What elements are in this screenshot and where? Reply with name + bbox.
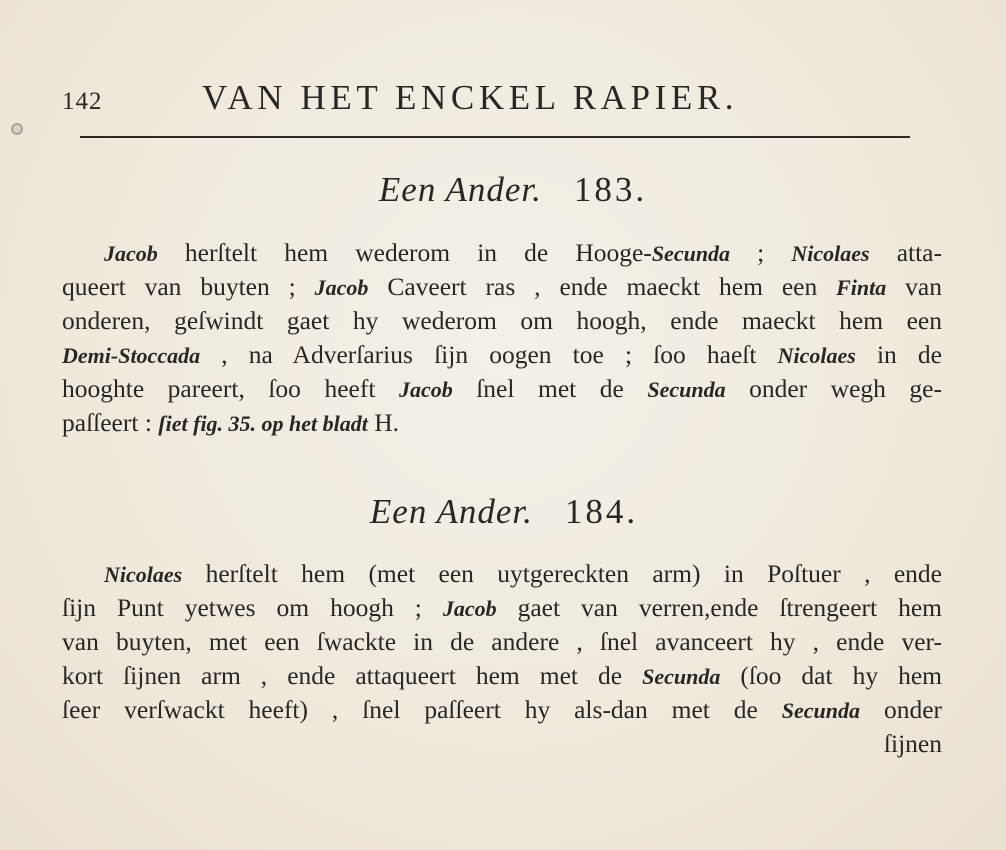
section-title-183 — [0, 170, 1006, 210]
binding-hole-mark — [11, 123, 23, 135]
catchword: ſijnen — [883, 729, 942, 758]
section-number: 184. — [564, 492, 639, 531]
text-line: Demi-Stoccada , na Adverſarius ſijn oogen toe ; ſoo haeſt Nicolaes in de — [62, 340, 942, 369]
section-title-text: Een Ander. — [378, 170, 542, 209]
text-line: ſeer verſwackt heeft) , ſnel paſſeert hy als-dan met de Secunda onder — [62, 695, 942, 724]
header-rule — [80, 136, 910, 138]
text-line: kort ſijnen arm , ende attaqueert hem met de Secunda (ſoo dat hy hem — [62, 661, 942, 690]
text-line: hooghte pareert, ſoo heeft Jacob ſnel met de Secunda onder wegh ge- — [62, 374, 942, 403]
text-line: queert van buyten ; Jacob Caveert ras , ende maeckt hem een Finta van — [62, 272, 942, 301]
text-line: Jacob herſtelt hem wederom in de Hooge-Secunda ; Nicolaes atta- — [104, 238, 942, 267]
section-title-text: Een Ander. — [369, 492, 533, 531]
text-line: ſijn Punt yetwes om hoogh ; Jacob gaet van verren,ende ſtrengeert hem — [62, 593, 943, 622]
text-line: onderen, geſwindt gaet hy wederom om hoogh, ende maeckt hem een — [62, 306, 942, 335]
text-line: van buyten, met een ſwackte in de andere , ſnel avanceert hy , ende ver- — [62, 627, 942, 656]
text-line: paſſeert : ſiet fig. 35. op het bladt H. — [62, 408, 400, 437]
paragraph-184 — [62, 557, 942, 761]
page-number: 142 — [62, 88, 103, 115]
running-head: VAN HET ENCKEL RAPIER. — [202, 78, 739, 117]
section-number: 183. — [573, 170, 648, 209]
text-line: Nicolaes herſtelt hem (met een uytgereckten arm) in Poſtuer , ende — [104, 559, 942, 588]
page-header — [62, 78, 914, 122]
paragraph-183 — [62, 236, 942, 440]
section-title-184 — [0, 492, 1006, 532]
